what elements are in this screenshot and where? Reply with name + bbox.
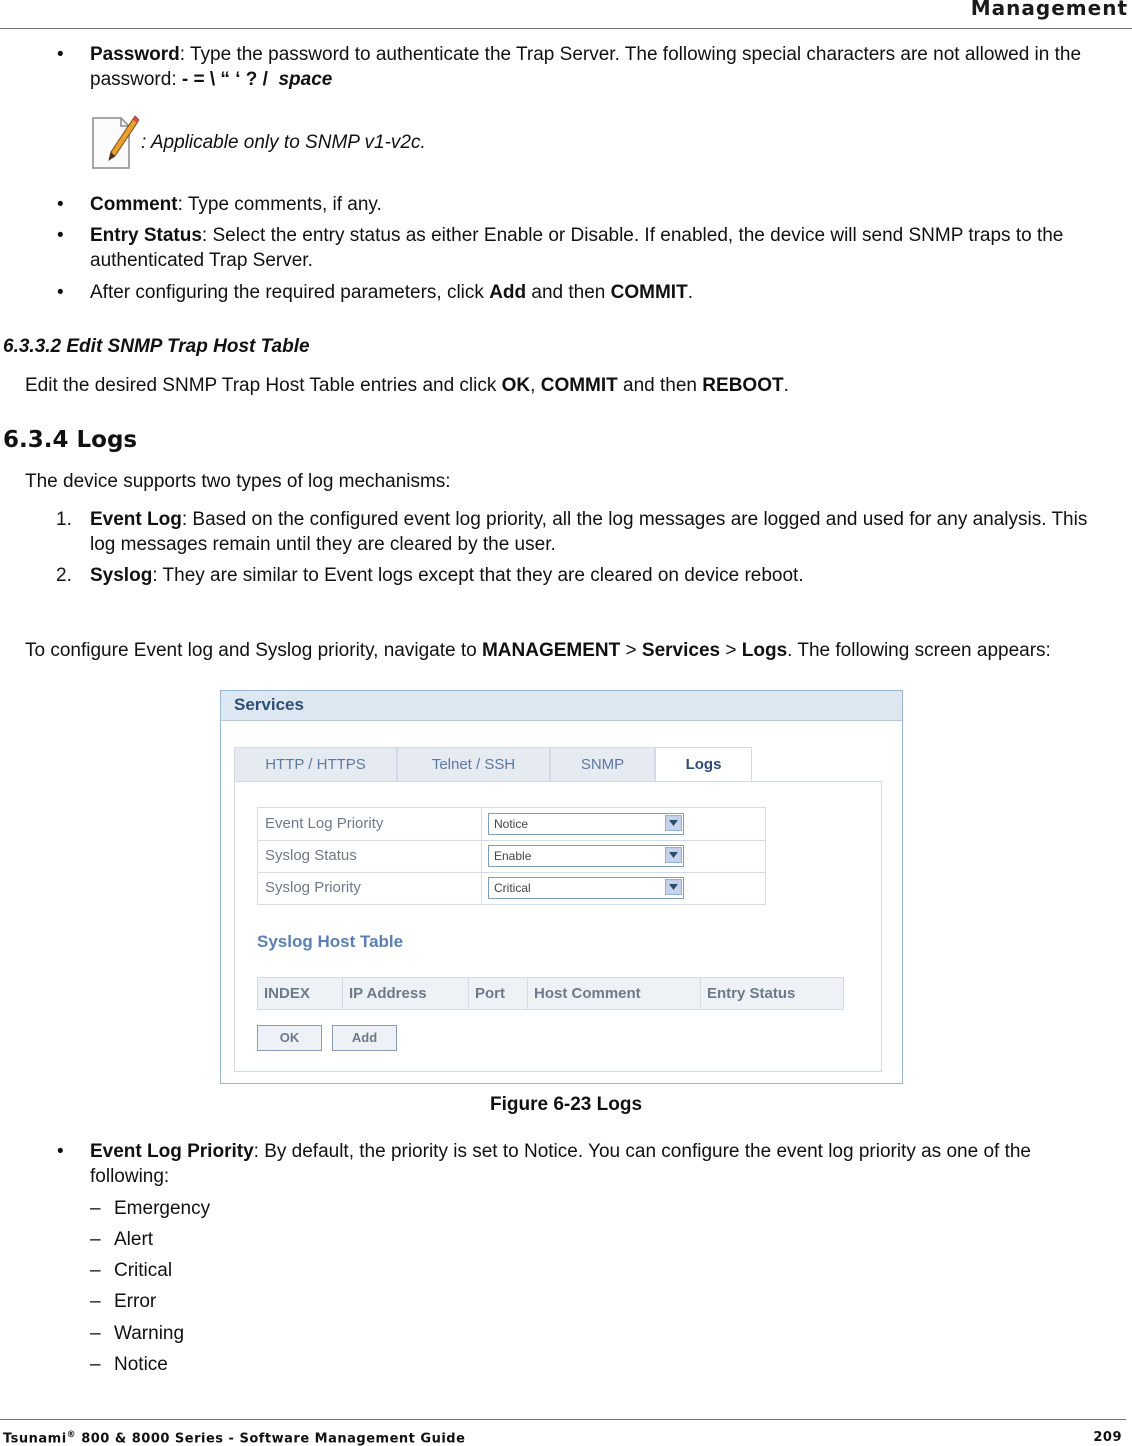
- syslog-item: [90, 563, 804, 588]
- priority-item: Alert: [114, 1229, 154, 1250]
- event-log-priority-label: Event Log Priority: [265, 815, 384, 832]
- column-index: INDEX: [258, 978, 343, 1009]
- priority-item: Warning: [114, 1323, 185, 1344]
- syslog-priority-row: [258, 872, 765, 904]
- nav-post: . The following screen appears:: [787, 640, 1051, 661]
- password-text-2: password:: [90, 69, 182, 90]
- comment-label: Comment: [90, 194, 178, 215]
- section-6332-text: [25, 373, 789, 398]
- priority-item: Emergency: [114, 1198, 211, 1219]
- syslog-host-table-title: Syslog Host Table: [257, 932, 404, 951]
- chevron-down-icon[interactable]: [665, 847, 682, 863]
- nav-sep: >: [620, 640, 642, 661]
- event-log-priority-row: [258, 808, 765, 841]
- nav-services: Services: [641, 640, 721, 661]
- services-panel-header: [221, 691, 902, 721]
- registered-mark: ®: [66, 1430, 77, 1440]
- list-dash: –: [90, 1198, 101, 1219]
- bullet-dot: •: [57, 44, 64, 65]
- bullet-dot: •: [57, 225, 64, 246]
- password-paragraph: [90, 42, 1132, 67]
- event-log-label: Event Log: [90, 509, 182, 530]
- nav-sep: >: [720, 640, 742, 661]
- after-text: After configuring the required parameters, click: [90, 282, 490, 303]
- column-host-comment: Host Comment: [528, 978, 701, 1009]
- password-label: Password: [90, 44, 180, 65]
- header-rule: [0, 28, 1132, 29]
- add-keyword: Add: [489, 282, 527, 303]
- chevron-down-icon[interactable]: [665, 815, 682, 831]
- running-header: Management: [970, 0, 1128, 20]
- column-divider: [481, 872, 482, 904]
- footer-rule: [0, 1419, 1126, 1420]
- chevron-down-icon[interactable]: [665, 879, 682, 895]
- commit-keyword: COMMIT: [540, 375, 618, 396]
- ok-keyword: OK: [501, 375, 531, 396]
- list-dash: –: [90, 1229, 101, 1250]
- bullet-dot: •: [57, 282, 64, 303]
- ok-button[interactable]: OK: [257, 1025, 322, 1051]
- priority-item: Critical: [114, 1260, 173, 1281]
- nav-pre: To configure Event log and Syslog priority, navigate to: [25, 640, 482, 661]
- tab-http-https[interactable]: HTTP / HTTPS: [234, 747, 397, 782]
- section-heading-6332: 6.3.3.2 Edit SNMP Trap Host Table: [3, 336, 310, 357]
- event-log-priority-text-1: : By default, the priority is set to Notice. You can configure the event log priority as one of the: [253, 1141, 1031, 1162]
- entry-status-line2: authenticated Trap Server.: [90, 250, 313, 271]
- syslog-label: Syslog: [90, 565, 153, 586]
- entry-status-paragraph: [90, 223, 1132, 248]
- list-dash: –: [90, 1354, 101, 1375]
- comment-paragraph: [90, 192, 382, 217]
- bullet-dot: •: [57, 194, 64, 215]
- list-dash: –: [90, 1323, 101, 1344]
- column-ip-address: IP Address: [343, 978, 469, 1009]
- footer-title: [3, 1430, 465, 1446]
- figure-caption: Figure 6-23 Logs: [489, 1094, 643, 1115]
- entry-status-text-1: : Select the entry status as either Enable or Disable. If enabled, the device will send SNMP traps to the: [201, 225, 1064, 246]
- column-divider: [481, 840, 482, 872]
- event-log-priority-paragraph: [90, 1139, 1132, 1164]
- tab-logs[interactable]: Logs: [655, 747, 752, 783]
- event-log-priority-value: Notice: [494, 817, 529, 831]
- event-log-priority-line2: following:: [90, 1166, 170, 1187]
- event-log-priority-select[interactable]: [488, 813, 684, 835]
- and-then: and then: [617, 375, 703, 396]
- column-entry-status: Entry Status: [707, 985, 796, 1002]
- event-log-item: [90, 507, 1132, 532]
- edit-text: Edit the desired SNMP Trap Host Table entries and click: [25, 375, 502, 396]
- services-panel: [220, 690, 903, 1084]
- priority-item: Notice: [114, 1354, 168, 1375]
- event-log-line2: log messages remain until they are cleared by the user.: [90, 534, 556, 555]
- services-tabbar: [234, 747, 880, 782]
- disallowed-space: space: [278, 69, 333, 90]
- list-number-2: 2.: [56, 565, 72, 586]
- tab-snmp[interactable]: SNMP: [550, 747, 655, 782]
- tab-telnet-ssh[interactable]: Telnet / SSH: [397, 747, 550, 782]
- note-text: : Applicable only to SNMP v1-v2c.: [141, 132, 426, 153]
- syslog-status-value: Enable: [494, 849, 532, 863]
- list-number-1: 1.: [56, 509, 72, 530]
- syslog-status-label: Syslog Status: [265, 847, 357, 864]
- add-button[interactable]: Add: [332, 1025, 397, 1051]
- footer-rest: 800 & 8000 Series - Software Management Guide: [76, 1431, 466, 1446]
- after-mid: and then: [526, 282, 611, 303]
- syslog-status-row: [258, 840, 765, 873]
- comma: ,: [530, 375, 541, 396]
- syslog-priority-select[interactable]: [488, 877, 684, 899]
- nav-logs: Logs: [741, 640, 788, 661]
- period: .: [783, 375, 789, 396]
- event-log-priority-bullet-label: Event Log Priority: [90, 1141, 254, 1162]
- note-pencil-icon: [91, 112, 139, 170]
- syslog-status-select[interactable]: [488, 845, 684, 867]
- event-log-text-1: : Based on the configured event log priority, all the log messages are logged and used for any analysis. This: [181, 509, 1088, 530]
- disallowed-chars: - = \ “ ‘ ? /: [181, 69, 268, 90]
- footer-product: Tsunami: [3, 1431, 67, 1446]
- reboot-keyword: REBOOT: [702, 375, 784, 396]
- services-panel-title: Services: [234, 695, 304, 714]
- comment-text: : Type comments, if any.: [177, 194, 382, 215]
- column-divider: [481, 808, 482, 840]
- section-heading-634: 6.3.4 Logs: [3, 427, 138, 453]
- column-port: Port: [469, 978, 528, 1009]
- entry-status-label: Entry Status: [90, 225, 202, 246]
- after-configuring-paragraph: [90, 280, 693, 305]
- list-dash: –: [90, 1291, 101, 1312]
- nav-management: MANAGEMENT: [481, 640, 621, 661]
- navigate-paragraph: [25, 638, 1051, 663]
- page-number: 209: [1093, 1430, 1122, 1445]
- syslog-priority-value: Critical: [494, 881, 531, 895]
- logs-intro: The device supports two types of log mechanisms:: [25, 471, 451, 492]
- commit-keyword: COMMIT: [610, 282, 688, 303]
- password-paragraph-line2: [90, 67, 332, 92]
- bullet-dot: •: [57, 1141, 64, 1162]
- list-dash: –: [90, 1260, 101, 1281]
- priority-item: Error: [114, 1291, 157, 1312]
- after-end: .: [687, 282, 693, 303]
- password-text-1: : Type the password to authenticate the Trap Server. The following special characters are not allowed in the: [179, 44, 1082, 65]
- syslog-host-table-header: [257, 977, 844, 1010]
- syslog-text: : They are similar to Event logs except that they are cleared on device reboot.: [152, 565, 804, 586]
- log-settings-table: [257, 807, 766, 905]
- syslog-priority-label: Syslog Priority: [265, 879, 361, 896]
